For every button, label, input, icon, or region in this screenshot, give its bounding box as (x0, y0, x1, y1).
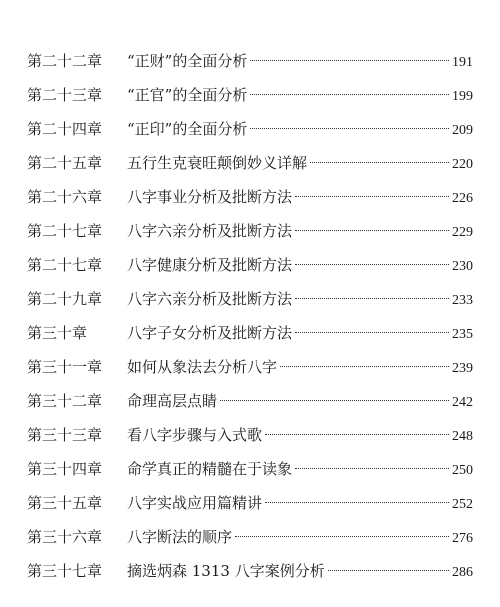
chapter-number: 第三十六章 (27, 528, 103, 546)
toc-entry[interactable] (27, 418, 473, 452)
toc-entry[interactable] (27, 282, 473, 316)
toc-entry[interactable] (27, 384, 473, 418)
page-number: 220 (452, 157, 473, 172)
chapter-number: 第三十四章 (27, 460, 103, 478)
chapter-title: 八字事业分析及批断方法 (127, 188, 293, 206)
page-number: 242 (452, 395, 473, 410)
toc-entry[interactable] (27, 486, 473, 520)
chapter-number: 第三十二章 (27, 392, 103, 410)
chapter-number: 第三十七章 (27, 562, 103, 580)
page-number: 233 (452, 293, 473, 308)
toc-entry[interactable] (27, 112, 473, 146)
chapter-title: “正财”的全面分析 (127, 52, 248, 70)
chapter-title: 八字子女分析及批断方法 (127, 324, 293, 342)
dot-leader (295, 468, 449, 469)
page-number: 276 (452, 531, 473, 546)
chapter-number: 第二十六章 (27, 188, 103, 206)
chapter-number: 第二十七章 (27, 256, 103, 274)
dot-leader (280, 366, 449, 367)
chapter-title: 如何从象法去分析八字 (127, 358, 278, 376)
chapter-number: 第三十一章 (27, 358, 103, 376)
chapter-number: 第三十三章 (27, 426, 103, 444)
page-number: 286 (452, 565, 473, 580)
page-number: 230 (452, 259, 473, 274)
chapter-number: 第二十七章 (27, 222, 103, 240)
page-number: 229 (452, 225, 473, 240)
toc-entry[interactable] (27, 350, 473, 384)
dot-leader (235, 536, 449, 537)
chapter-number: 第二十四章 (27, 120, 103, 138)
chapter-title: 八字断法的顺序 (127, 528, 233, 546)
toc-entry[interactable] (27, 248, 473, 282)
table-of-contents (27, 44, 473, 588)
dot-leader (328, 570, 449, 571)
page-number: 248 (452, 429, 473, 444)
page-number: 235 (452, 327, 473, 342)
dot-leader (220, 400, 449, 401)
chapter-number: 第二十五章 (27, 154, 103, 172)
dot-leader (310, 162, 449, 163)
dot-leader (295, 196, 449, 197)
chapter-title: 八字实战应用篇精讲 (127, 494, 263, 512)
toc-entry[interactable] (27, 44, 473, 78)
toc-entry[interactable] (27, 146, 473, 180)
page-number: 252 (452, 497, 473, 512)
page-number: 209 (452, 123, 473, 138)
toc-entry[interactable] (27, 214, 473, 248)
toc-entry[interactable] (27, 78, 473, 112)
chapter-title: 八字健康分析及批断方法 (127, 256, 293, 274)
dot-leader (265, 434, 449, 435)
chapter-number: 第三十五章 (27, 494, 103, 512)
dot-leader (295, 298, 449, 299)
chapter-title: 摘选炳森 1313 八字案例分析 (127, 562, 325, 580)
dot-leader (295, 332, 449, 333)
toc-entry[interactable] (27, 554, 473, 588)
dot-leader (250, 60, 449, 61)
chapter-title: 命学真正的精髓在于读象 (127, 460, 293, 478)
chapter-title: 看八字步骤与入式歌 (127, 426, 263, 444)
page-number: 226 (452, 191, 473, 206)
chapter-title: 八字六亲分析及批断方法 (127, 222, 293, 240)
dot-leader (250, 94, 449, 95)
chapter-title: 命理高层点睛 (127, 392, 218, 410)
page-number: 191 (452, 55, 473, 70)
page-number: 239 (452, 361, 473, 376)
dot-leader (295, 230, 449, 231)
chapter-number: 第三十章 (27, 324, 88, 342)
toc-entry[interactable] (27, 452, 473, 486)
page-number: 199 (452, 89, 473, 104)
toc-entry[interactable] (27, 520, 473, 554)
chapter-title: “正官”的全面分析 (127, 86, 248, 104)
chapter-title: 五行生克衰旺颠倒妙义详解 (127, 154, 308, 172)
chapter-title: 八字六亲分析及批断方法 (127, 290, 293, 308)
chapter-number: 第二十九章 (27, 290, 103, 308)
dot-leader (265, 502, 449, 503)
chapter-title: “正印”的全面分析 (127, 120, 248, 138)
toc-entry[interactable] (27, 180, 473, 214)
chapter-number: 第二十三章 (27, 86, 103, 104)
dot-leader (250, 128, 449, 129)
chapter-number: 第二十二章 (27, 52, 103, 70)
toc-entry[interactable] (27, 316, 473, 350)
page-number: 250 (452, 463, 473, 478)
dot-leader (295, 264, 449, 265)
